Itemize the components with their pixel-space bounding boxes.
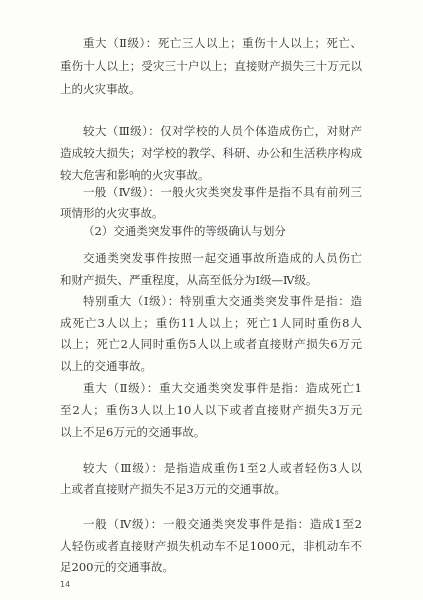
text-line: 人轻伤或者直接财产损失机动车不足1000元，非机动车不 <box>60 538 362 553</box>
text-line: 较大（Ⅲ级）：是指造成重伤1至2人或者轻伤3人以 <box>83 461 362 475</box>
paragraph-traffic-level-2 <box>60 377 362 443</box>
text-line: 以上的交通事故。 <box>60 358 152 373</box>
paragraph-traffic-intro <box>60 247 362 291</box>
text-line: 一般（Ⅳ级）：一般交通类突发事件是指：造成1至2 <box>83 517 362 531</box>
page-number: 14 <box>60 580 71 589</box>
text-line: 较大（Ⅲ级）：仅对学校的人员个体造成伤亡，对财产 <box>83 124 362 138</box>
text-line: 以上；死亡2人同时重伤5人以上或者直接财产损失6万元 <box>60 337 362 351</box>
text-line: 上的火灾事故。 <box>60 82 141 96</box>
text-line: 足200元的交通事故。 <box>60 560 174 574</box>
text-line: 较大危害和影响的火灾事故。 <box>60 168 210 182</box>
paragraph-fire-major <box>60 32 362 101</box>
text-line: 重伤十人以上；受灾三十户以上；直接财产损失三十万元以 <box>60 59 362 73</box>
text-line: 一般（Ⅳ级）：一般火灾类突发事件是指不具有前列三 <box>83 185 362 199</box>
text-line: 和财产损失、严重程度，从高至低分为Ⅰ级—Ⅳ级。 <box>60 273 318 287</box>
section-heading: （2）交通类突发事件的等级确认与划分 <box>83 224 286 238</box>
text-line: 项情形的火灾事故。 <box>60 206 164 220</box>
text-line: 成死亡3人以上；重伤11人以上；死亡1人同时重伤8人 <box>60 315 362 330</box>
text-line: 上或者直接财产损失不足3万元的交通事故。 <box>60 482 286 496</box>
text-line: 以上不足6万元的交通事故。 <box>60 425 206 439</box>
text-line: 重大（Ⅱ级）：死亡三人以上；重伤十人以上；死亡、 <box>83 36 362 50</box>
text-line: 特别重大（Ⅰ级）：特别重大交通类突发事件是指：造 <box>83 294 362 308</box>
text-line: 至2人；重伤3人以上10人以下或者直接财产损失3万元 <box>60 403 362 417</box>
section-heading-block <box>60 221 362 241</box>
paragraph-traffic-level-4 <box>60 514 362 579</box>
paragraph-traffic-level-1 <box>60 291 362 377</box>
paragraph-fire-large <box>60 120 362 186</box>
text-line: 交通类突发事件按照一起交通事故所造成的人员伤亡 <box>83 251 362 265</box>
paragraph-traffic-level-3 <box>60 458 362 500</box>
text-line: 造成较大损失；对学校的教学、科研、办公和生活秩序构成 <box>60 146 362 160</box>
paragraph-fire-general <box>60 182 362 224</box>
text-line: 重大（Ⅱ级）：重大交通类突发事件是指：造成死亡1 <box>83 381 362 395</box>
